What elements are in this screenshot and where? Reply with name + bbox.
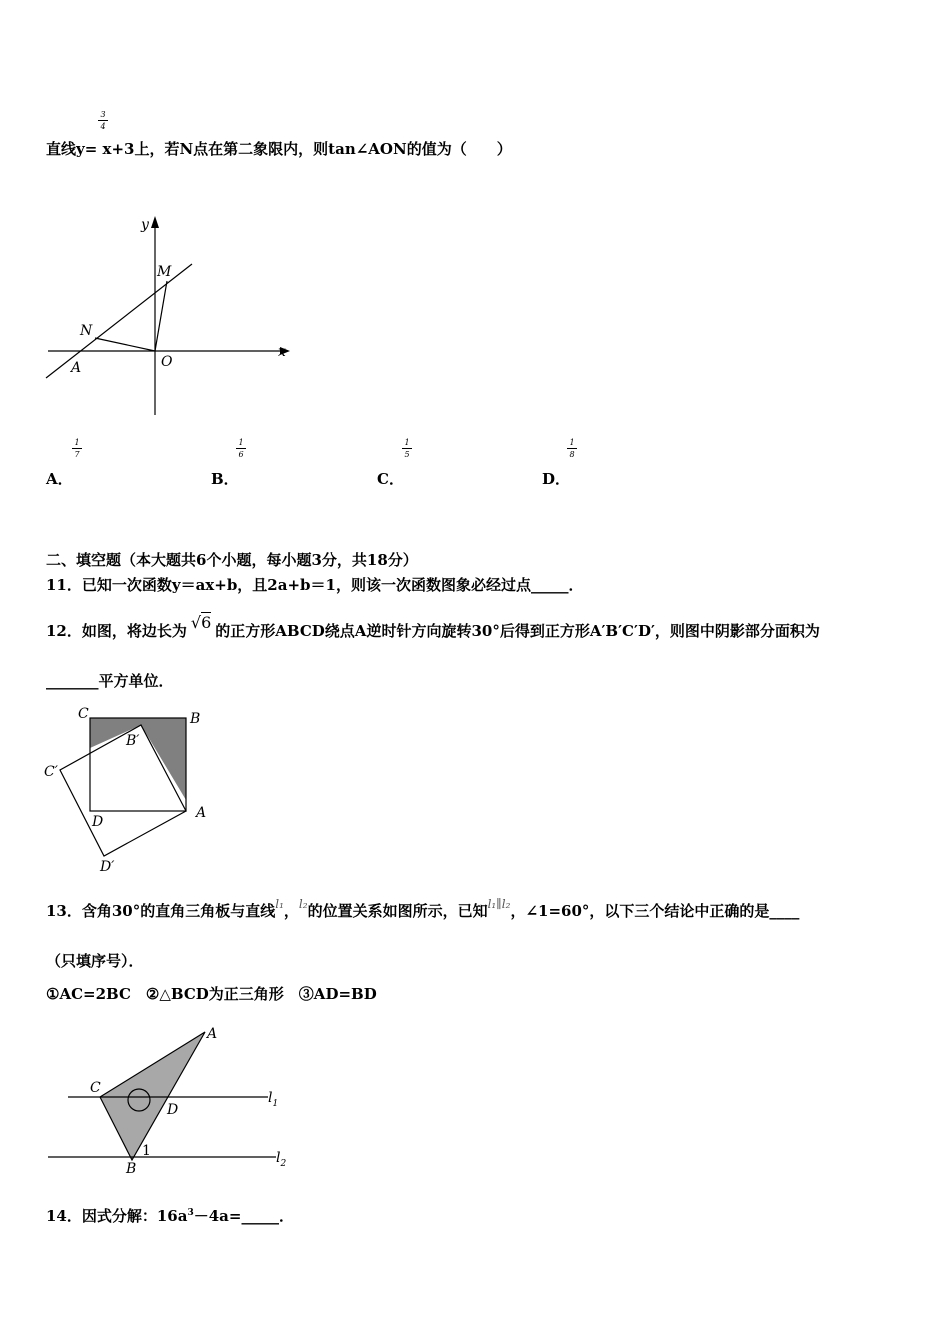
label-A: A [207,1026,218,1042]
sqrt-six: √6 [190,613,212,632]
q12-rotated-squares-figure [40,703,210,873]
label-C-prime: C′ [44,764,58,780]
option-c-fraction: 1 5 [402,438,412,459]
label-D: D [92,814,104,830]
q10-stem: 直线y= x+3上，若N点在第二象限内，则tan∠AON的值为（ ） [46,140,512,158]
label-l2: $l_2$ [276,1150,287,1169]
label-O: O [161,354,173,370]
label-B: B [190,711,201,727]
q13-line2: （只填序号）． [46,952,144,970]
q12-text: 12．如图，将边长为 √6 的正方形ABCD绕点A逆时针方向旋转30°后得到正方形A′B′C′D′，则图中阴影部分面积为 [46,613,820,640]
q11-text: 11．已知一次函数y＝ax+b，且2a+b＝1，则该一次函数图象必经过点_____． [46,576,584,594]
label-y: y [141,217,149,233]
option-a-label: A． [46,470,73,488]
q13-triangle-figure [44,1020,304,1180]
option-b-label: B． [211,470,239,488]
label-A: A [196,805,207,821]
q12-line2: _______平方单位． [46,672,174,690]
label-B-prime: B′ [126,733,140,749]
q14-text: 14．因式分解：$16a^3-4a=\_\_\_\_\_$． [46,1207,294,1225]
label-x: x [278,344,286,360]
q13-choices: ①AC=2BC ②△BCD为正三角形 ③AD=BD [46,985,377,1003]
segment-NO [95,338,155,351]
label-A: A [71,360,82,376]
option-b-fraction: 1 6 [236,438,246,459]
option-d-fraction: 1 8 [567,438,577,459]
shaded-region [90,718,186,800]
label-angle-1: 1 [142,1143,151,1159]
label-D: D [167,1102,179,1118]
triangle-ABC [100,1032,205,1160]
option-c-label: C． [377,470,404,488]
label-D-prime: D′ [100,859,115,875]
label-C: C [78,706,89,722]
label-B: B [126,1161,137,1177]
y-axis [151,216,159,415]
fraction-three-quarters: 3 4 [98,110,108,131]
label-M: M [157,264,172,280]
section-title: 二、填空题（本大题共6个小题，每小题3分，共18分） [46,551,418,569]
label-N: N [80,323,93,339]
option-d-label: D． [542,470,571,488]
q13-text: 13．含角30°的直角三角板与直线$^{l_1}$，$^{l_2}$的位置关系如图所示，已知$^{l_1\parallel l_2}$，∠1=60°，以下三个结论中正确的是____ [46,897,800,920]
option-a-fraction: 1 7 [72,438,82,459]
parallel-symbol: l₁∥l₂ [487,897,511,911]
l2-symbol: l₂ [298,897,308,911]
label-l1: $l_1$ [268,1090,279,1109]
l1-symbol: l₁ [275,897,284,911]
label-C: C [90,1080,101,1096]
q10-coordinate-figure [44,210,294,420]
